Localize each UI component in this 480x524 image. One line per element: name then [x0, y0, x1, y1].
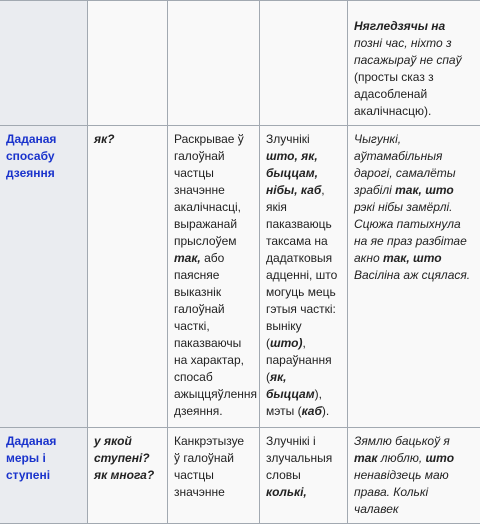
text-segment: Злучнікі і злучальныя словы: [266, 434, 332, 482]
meaning-cell: [168, 1, 260, 126]
text-segment: або паясняе выказнік галоўнай часткі, паказваючы на характар, спосаб ажыццяўлення дзеяння.: [174, 251, 257, 418]
clause-type-cell: [0, 1, 88, 126]
text-segment: ).: [322, 404, 329, 418]
text-segment: , якія паказваюць таксама на дадатковыя адценні, што могуць мець гэтыя часткі: выніку (: [266, 183, 337, 350]
text-segment: каб: [302, 404, 322, 418]
question-cell: у якой ступені? як многа?: [88, 428, 168, 524]
question-cell: як?: [88, 126, 168, 428]
question-cell: [88, 1, 168, 126]
text-segment: рэкі нібы замёрлі. Сцюжа патыхнула на яе праз разбітае акно: [354, 200, 467, 265]
text-segment: Злучнікі: [266, 132, 310, 146]
text-segment: так, што: [395, 183, 454, 197]
connector-cell: [260, 1, 348, 126]
text-segment: ), мэты (: [266, 387, 322, 418]
example-cell: [348, 1, 480, 126]
text-segment: што: [426, 451, 455, 465]
connector-cell: [260, 428, 348, 524]
text-segment: Нягледзячы на: [354, 19, 445, 33]
text-segment: люблю,: [377, 451, 425, 465]
connector-cell: [260, 126, 348, 428]
text-segment: (просты сказ з адасобленай акалічнасцю).: [354, 70, 434, 118]
clause-type-cell: Даданая меры і ступені: [0, 428, 88, 524]
text-segment: , параўнання (: [266, 336, 332, 384]
clause-type-cell: Даданая спосабу дзеяння: [0, 126, 88, 428]
table-row: [0, 126, 480, 428]
text-segment: так,: [174, 251, 201, 265]
text-segment: Канкрэтызуе ў галоўнай частцы значэнне: [174, 434, 244, 499]
text-segment: што): [270, 336, 303, 350]
text-segment: Зямлю бацькоў я: [354, 434, 450, 448]
meaning-cell: [168, 428, 260, 524]
text-segment: ненавідзець маю права. Колькі чалавек: [354, 468, 449, 516]
meaning-cell: [168, 126, 260, 428]
text-segment: позні час, ніхто з пасажыраў не спаў: [354, 36, 462, 67]
text-segment: так: [354, 451, 377, 465]
example-cell: [348, 126, 480, 428]
table-row: [0, 428, 480, 524]
text-segment: Раскрывае ў галоўнай частцы значэнне акалічнасці, выражанай прыслоўем: [174, 132, 244, 248]
text-segment: колькі,: [266, 485, 307, 499]
text-segment: Васіліна аж сцялася.: [354, 268, 470, 282]
table-row: [0, 1, 480, 126]
text-segment: як, быццам: [266, 370, 315, 401]
example-cell: [348, 428, 480, 524]
text-segment: што, як, быццам, нібы, каб: [266, 149, 321, 197]
text-segment: Чыгункі, аўтамабільныя дарогі, самалёты зрабілі: [354, 132, 456, 197]
text-segment: так, што: [383, 251, 442, 265]
